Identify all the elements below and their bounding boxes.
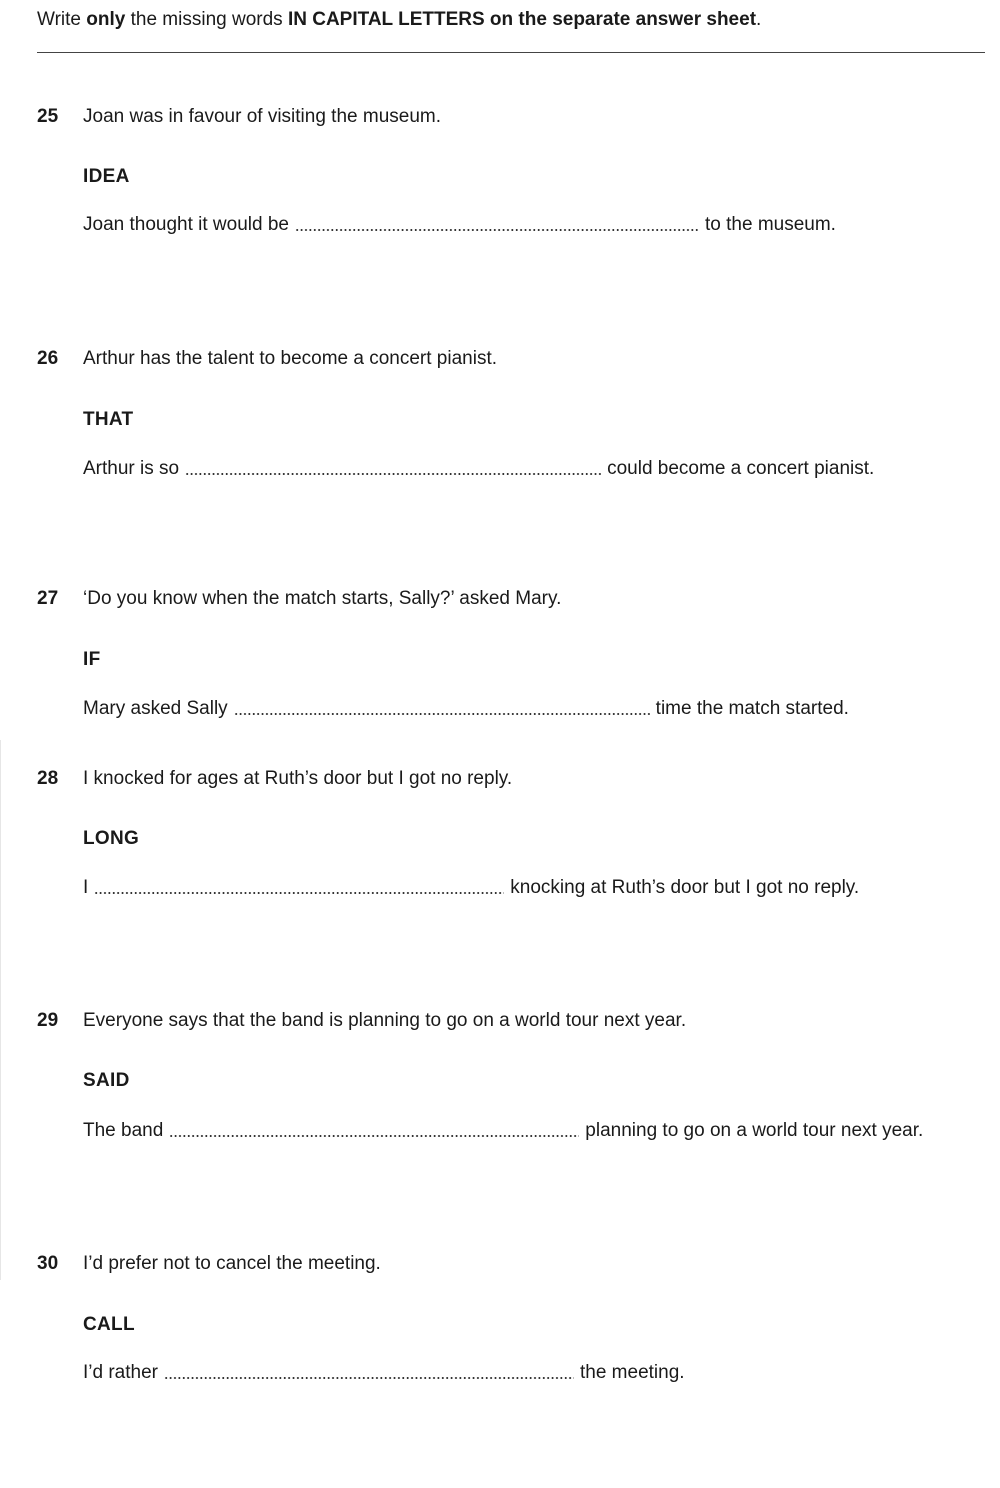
question-number: 28 [37, 768, 59, 789]
answer-blank[interactable] [295, 228, 699, 232]
answer-prefix: Arthur is so [83, 458, 180, 479]
answer-prefix: Joan thought it would be [83, 214, 289, 235]
answer-suffix: planning to go on a world tour next year. [585, 1120, 924, 1141]
instruction-text-1: Write [37, 9, 87, 30]
answer-line [83, 1119, 923, 1143]
answer-prefix: I [83, 877, 89, 898]
answer-blank[interactable] [185, 472, 601, 476]
question-keyword: THAT [83, 409, 134, 430]
instruction-text-2: the missing words [125, 9, 288, 30]
instruction [37, 8, 761, 32]
question-keyword: LONG [83, 828, 140, 849]
answer-suffix: to the museum. [705, 214, 836, 235]
question-sentence: Everyone says that the band is planning to go on a world tour next year. [83, 1010, 687, 1031]
answer-line [83, 213, 836, 237]
answer-line [83, 1361, 685, 1385]
answer-line [83, 457, 874, 481]
answer-blank[interactable] [169, 1134, 579, 1138]
question-sentence: I’d prefer not to cancel the meeting. [83, 1253, 381, 1274]
question-keyword: IF [83, 649, 101, 670]
question-sentence: Arthur has the talent to become a concert pianist. [83, 348, 498, 369]
answer-prefix: The band [83, 1120, 164, 1141]
answer-line [83, 876, 859, 900]
answer-suffix: could become a concert pianist. [607, 458, 875, 479]
question-number: 29 [37, 1010, 59, 1031]
answer-suffix: knocking at Ruth’s door but I got no reply. [510, 877, 860, 898]
question-keyword: SAID [83, 1070, 130, 1091]
instruction-text-3: . [756, 9, 762, 30]
instruction-emphasis-only: only [86, 9, 126, 30]
page-edge-mark [0, 740, 1, 1280]
answer-suffix: time the match started. [655, 698, 849, 719]
answer-blank[interactable] [164, 1376, 574, 1380]
answer-blank[interactable] [234, 712, 650, 716]
question-number: 25 [37, 106, 59, 127]
answer-suffix: the meeting. [579, 1362, 685, 1383]
question-keyword: CALL [83, 1314, 135, 1335]
question-keyword: IDEA [83, 166, 130, 187]
answer-prefix: Mary asked Sally [83, 698, 228, 719]
instruction-emphasis-capitals: IN CAPITAL LETTERS on the separate answer sheet [287, 9, 757, 30]
answer-blank[interactable] [94, 891, 504, 895]
header-divider [37, 52, 985, 53]
question-sentence: ‘Do you know when the match starts, Sally?’ asked Mary. [83, 588, 562, 609]
question-sentence: I knocked for ages at Ruth’s door but I got no reply. [83, 768, 513, 789]
question-number: 30 [37, 1253, 59, 1274]
answer-line [83, 697, 849, 721]
question-number: 26 [37, 348, 59, 369]
question-sentence: Joan was in favour of visiting the museum. [83, 106, 442, 127]
answer-prefix: I’d rather [83, 1362, 158, 1383]
question-number: 27 [37, 588, 59, 609]
